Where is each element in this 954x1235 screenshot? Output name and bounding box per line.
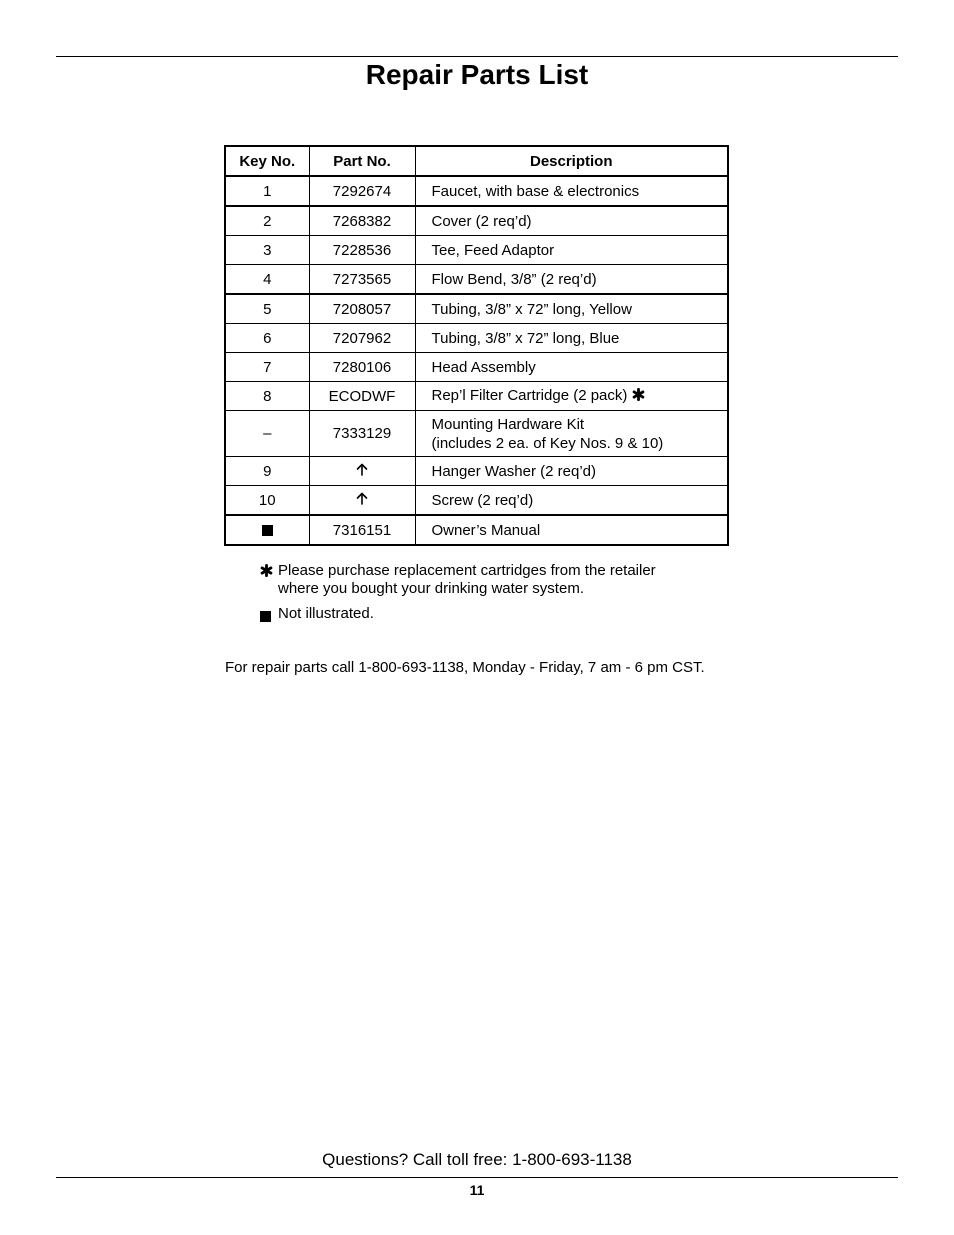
star-note [260,562,730,598]
page-number: 11 [469,1182,485,1198]
part-no-cell [309,457,415,486]
table-row [225,206,728,236]
table-row [225,411,728,457]
note-line: where you bought your drinking water system. [278,580,584,597]
asterisk-icon [260,562,278,582]
black-square-icon [260,605,278,625]
table-header-row [225,146,728,176]
table-notes [260,562,730,632]
key-no-cell: 8 [225,382,309,411]
asterisk-icon [632,388,645,405]
table-row [225,382,728,411]
description-text: Rep’l Filter Cartridge (2 pack) [431,387,628,405]
key-no-cell: 5 [225,294,309,324]
header-key-no: Key No. [225,146,309,176]
square-note-text: Not illustrated. [278,605,374,622]
table-row [225,515,728,545]
bottom-rule [56,1177,898,1178]
description-cell: Faucet, with base & electronics [415,176,728,206]
table-row [225,457,728,486]
part-no-cell: 7273565 [309,265,415,295]
part-no-cell [309,486,415,516]
description-cell [415,411,728,457]
part-no-cell: 7292674 [309,176,415,206]
key-no-cell: 1 [225,176,309,206]
up-arrow-icon [356,463,368,480]
table-row [225,324,728,353]
part-no-cell: 7208057 [309,294,415,324]
top-rule [56,56,898,57]
key-no-cell: 4 [225,265,309,295]
footer-questions: Questions? Call toll free: 1-800-693-1138 [322,1150,632,1169]
key-no-cell: 2 [225,206,309,236]
part-no-cell: 7280106 [309,353,415,382]
part-no-cell: 7207962 [309,324,415,353]
description-cell [415,382,728,411]
key-no-cell [225,515,309,545]
table-row [225,353,728,382]
description-cell: Tee, Feed Adaptor [415,236,728,265]
header-description: Description [415,146,728,176]
description-cell: Tubing, 3/8” x 72” long, Yellow [415,294,728,324]
square-note [260,605,730,625]
part-no-cell: 7228536 [309,236,415,265]
part-no-cell: 7268382 [309,206,415,236]
key-no-cell: 3 [225,236,309,265]
star-note-text [278,562,656,598]
part-no-cell: ECODWF [309,382,415,411]
black-square-icon [260,611,271,622]
table-row [225,486,728,516]
key-no-cell: 6 [225,324,309,353]
header-part-no: Part No. [309,146,415,176]
table-row [225,294,728,324]
black-square-icon [262,525,273,536]
key-no-cell: – [225,411,309,457]
description-cell: Cover (2 req’d) [415,206,728,236]
table-row [225,176,728,206]
key-no-cell: 9 [225,457,309,486]
description-line: (includes 2 ea. of Key Nos. 9 & 10) [431,434,664,452]
key-no-cell: 10 [225,486,309,516]
page-title: Repair Parts List [365,59,589,90]
description-cell: Head Assembly [415,353,728,382]
description-cell: Tubing, 3/8” x 72” long, Blue [415,324,728,353]
description-line: Mounting Hardware Kit [431,415,585,433]
part-no-cell: 7333129 [309,411,415,457]
part-no-cell: 7316151 [309,515,415,545]
note-line: Please purchase replacement cartridges from the retailer [278,562,656,579]
table-row [225,265,728,295]
parts-table [224,145,729,546]
description-cell: Screw (2 req’d) [415,486,728,516]
key-no-cell: 7 [225,353,309,382]
description-cell: Owner’s Manual [415,515,728,545]
description-cell: Flow Bend, 3/8” (2 req’d) [415,265,728,295]
up-arrow-icon [356,492,368,509]
repair-parts-call: For repair parts call 1-800-693-1138, Monday - Friday, 7 am - 6 pm CST. [225,659,705,676]
table-row [225,236,728,265]
description-cell: Hanger Washer (2 req’d) [415,457,728,486]
